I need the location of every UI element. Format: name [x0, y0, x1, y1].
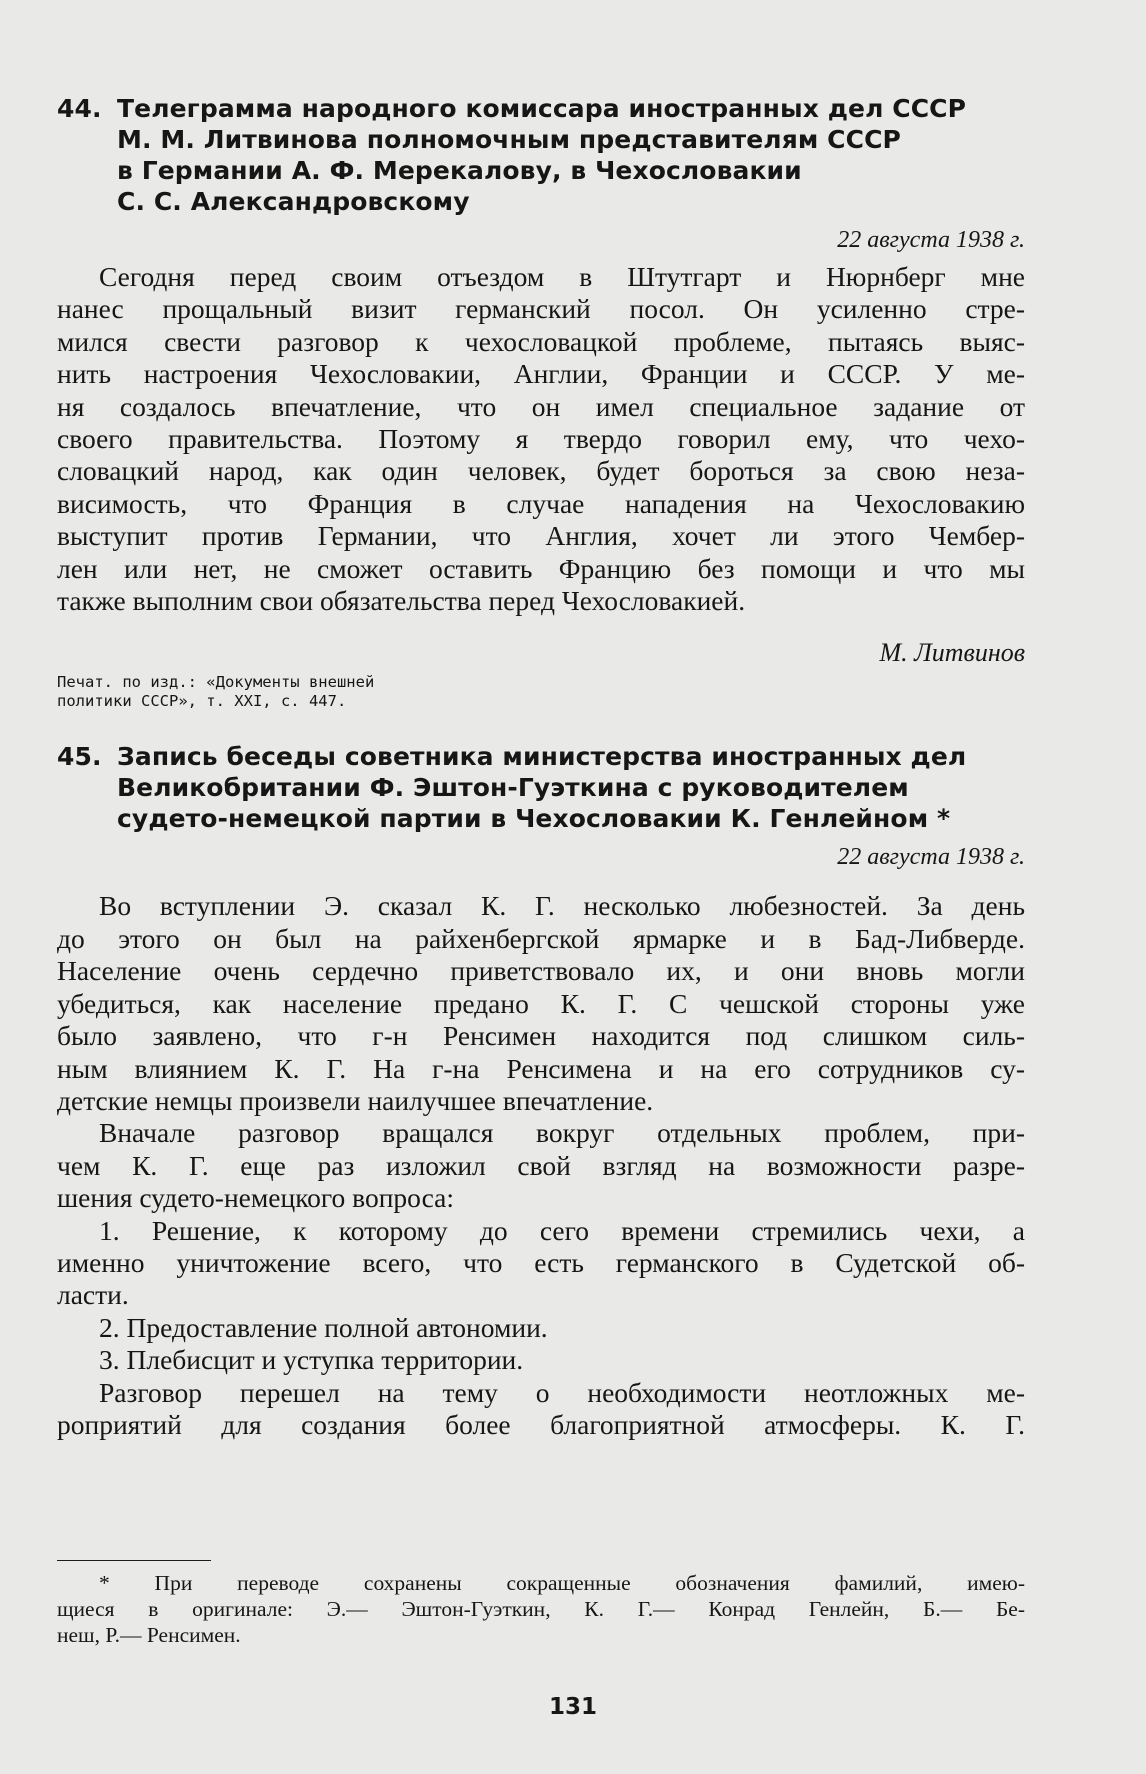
doc-44-number: 44.: [57, 94, 102, 123]
footnote-line: щиеся в оригинале: Э.— Эштон-Гуэткин, К. Г.— Конрад Генлейн, Б.— Бе-: [57, 1597, 1025, 1621]
body-line: Вначале разговор вращался вокруг отдельных проблем, при-: [99, 1117, 1025, 1149]
doc-44-heading: [57, 93, 1025, 217]
body-line: Население очень сердечно приветствовало их, и они вновь могли: [57, 955, 1025, 987]
doc-45-number: 45.: [57, 742, 102, 772]
body-line: ласти.: [57, 1279, 129, 1311]
body-line: ня создалось впечатление, что он имел специальное задание от: [57, 390, 1025, 422]
doc-44-title-line: в Германии А. Ф. Мерекалову, в Чехословакии: [117, 156, 802, 185]
body-line: 3. Плебисцит и уступка территории.: [99, 1344, 524, 1376]
body-line: выступит против Германии, что Англия, хочет ли этого Чембер-: [57, 520, 1025, 552]
body-line: 2. Предоставление полной автономии.: [99, 1311, 548, 1343]
body-line: 1. Решение, к которому до сего времени стремились чехи, а: [99, 1214, 1025, 1246]
body-line: мился свести разговор к чехословацкой проблеме, пытаясь выяс-: [57, 325, 1025, 357]
doc-44-title-line: С. С. Александровскому: [117, 187, 470, 216]
footnote-line: неш, Р.— Ренсимен.: [57, 1623, 241, 1647]
body-line: убедиться, как население предано К. Г. С чешской стороны уже: [57, 987, 1025, 1019]
text-column: [57, 93, 1025, 1441]
body-line: было заявлено, что г-н Ренсимен находится под слишком силь-: [57, 1020, 1025, 1052]
doc-45-body: [57, 890, 1025, 1441]
doc-44-signature: М. Литвинов: [879, 638, 1025, 668]
doc-44-title-line: М. М. Литвинова полномочным представителям СССР: [117, 125, 901, 154]
body-line: ным влиянием К. Г. На г-на Ренсимена и на его сотрудников су-: [57, 1052, 1025, 1084]
source-line: политики СССР», т. XXI, с. 447.: [57, 692, 347, 711]
body-line: чем К. Г. еще раз изложил свой взгляд на возможности разре-: [57, 1149, 1025, 1181]
doc-45-title-line: судето-немецкой партии в Чехословакии К. Генлейном *: [117, 804, 951, 834]
doc-45-title: [117, 741, 1025, 834]
source-line: Печат. по изд.: «Документы внешней: [57, 673, 375, 692]
body-line: также выполним свои обязательства перед Чехословакией.: [57, 585, 746, 617]
footnote: [57, 1570, 1025, 1648]
paragraph: [57, 890, 1025, 1117]
doc-44-source-note: [57, 673, 1025, 711]
doc-45-heading: [57, 741, 1025, 834]
list-item: [57, 1344, 1025, 1376]
doc-44-body: [57, 261, 1025, 617]
body-line: Сегодня перед своим отъездом в Штутгарт и Нюрнберг мне: [99, 261, 1025, 292]
list-item: [57, 1215, 1025, 1312]
body-line: нить настроения Чехословакии, Англии, Франции и СССР. У ме-: [57, 358, 1025, 390]
doc-44-title-line: Телеграмма народного комиссара иностранных дел СССР: [117, 94, 967, 123]
body-line: Во вступлении Э. сказал К. Г. несколько любезностей. За день: [99, 890, 1025, 922]
body-line: шения судето-немецкого вопроса:: [57, 1182, 454, 1214]
doc-45-date: 22 августа 1938 г.: [837, 844, 1025, 871]
doc-44-title: [117, 93, 1025, 217]
body-line: своего правительства. Поэтому я твердо говорил ему, что чехо-: [57, 423, 1025, 455]
paragraph: [57, 1377, 1025, 1442]
body-line: словацкий народ, как один человек, будет бороться за свою неза-: [57, 455, 1025, 487]
list-item: [57, 1312, 1025, 1344]
page-number: 131: [548, 1694, 597, 1720]
body-line: лен или нет, не сможет оставить Францию без помощи и что мы: [57, 552, 1025, 584]
doc-45-title-line: Великобритании Ф. Эштон-Гуэткина с руководителем: [117, 773, 909, 803]
body-line: Разговор перешел на тему о необходимости неотложных ме-: [99, 1376, 1025, 1408]
body-line: висимость, что Франция в случае нападения на Чехословакию: [57, 487, 1025, 519]
body-line: именно уничтожение всего, что есть германского в Судетской об-: [57, 1246, 1025, 1278]
doc-45-title-line: Запись беседы советника министерства иностранных дел: [117, 742, 967, 772]
footnote-divider: [57, 1560, 211, 1561]
body-line: до этого он был на райхенбергской ярмарке и в Бад-Либверде.: [57, 922, 1025, 954]
doc-44-date: 22 августа 1938 г.: [837, 227, 1025, 253]
body-line: нанес прощальный визит германский посол. Он усиленно стре-: [57, 293, 1025, 325]
body-line: роприятий для создания более благоприятной атмосферы. К. Г.: [57, 1408, 1025, 1440]
body-line: детские немцы произвели наилучшее впечатление.: [57, 1084, 654, 1116]
footnote-line: * При переводе сохранены сокращенные обозначения фамилий, имею-: [99, 1571, 1025, 1595]
paragraph: [57, 1117, 1025, 1214]
